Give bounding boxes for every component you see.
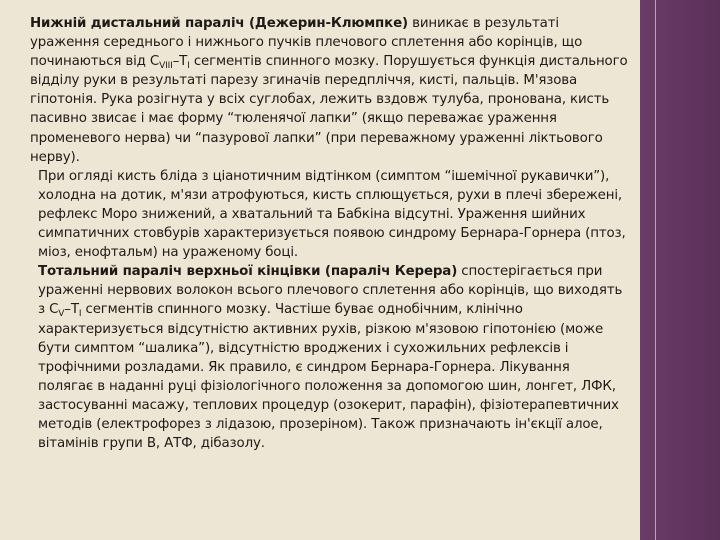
paragraph-examination xyxy=(22,167,628,262)
lower-palsy-text-1: виникає в результаті ураження середнього і нижнього пучків плечового сплетення або корінців, що починаються від C xyxy=(30,16,583,70)
decorative-side-band xyxy=(640,0,720,540)
paragraph-total-palsy xyxy=(22,262,628,453)
total-palsy-text-2: –T xyxy=(64,302,79,318)
slide-text xyxy=(22,14,628,453)
total-palsy-text-3: сегментів спинного мозку. Частіше буває однобічним, клінічно характеризується відсутністю активних рухів, різкою м'язовою гіпотонією (може бути симптом “шалика”), відсутністю вроджених і сухожильних рефлексів і трофічними розладами. Як правило, є синдром Бернара-Горнера. Лікування полягає в наданні руці фізіологічного положення за допомогою шин, лонгет, ЛФК, застосуванні масажу, теплових процедур (озокерит, парафін), фізіотерапевтичних методів (електрофорез з лідазою, прозеріном). Також призначають ін'єкції алое, вітамінів групи В, АТФ, дібазолу. xyxy=(38,302,619,452)
lower-palsy-text-3: сегментів спинного мозку. Порушується функція дистального відділу руки в результаті парезу згиначів передпліччя, кисті, пальців. М'язова гіпотонія. Рука розігнута у всіх суглобах, лежить вздовж тулуба, пронована, кисть пасивно звисає і має форму “тюленячої лапки” (якщо переважає ураження променевого нерва) чи “пазурової лапки” (при переважному ураженні ліктьового нерву). xyxy=(30,54,628,165)
lower-palsy-title: Нижній дистальний параліч (Дежерин-Клюмпке) xyxy=(30,16,408,31)
lower-palsy-sub-1: VIII xyxy=(159,61,173,72)
paragraph-lower-palsy xyxy=(22,14,628,167)
examination-text: При огляді кисть бліда з ціанотичним відтінком (симптом “ішемічної рукавички”), холодна на дотик, м'язи атрофуються, кисть сплющується, рухи в плечі збережені, рефлекс Моро знижений, а хватальний та Бабкіна відсутні. Ураження шийних симпатичних стовбурів характеризується появою синдрому Бернара-Горнера (птоз, міоз, енофтальм) на ураженому боці. xyxy=(38,168,626,261)
total-palsy-text-1: спостерігається при ураженні нервових волокон всього плечового сплетення або корінців, що виходять з C xyxy=(38,264,623,318)
side-band-rule xyxy=(655,0,656,540)
total-palsy-sub-1: V xyxy=(58,309,65,320)
lower-palsy-sub-2: I xyxy=(187,61,190,72)
total-palsy-title: Тотальний параліч верхньої кінцівки (параліч Керера) xyxy=(38,264,458,280)
lower-palsy-text-2: –T xyxy=(172,54,188,70)
total-palsy-sub-2: I xyxy=(78,309,82,320)
